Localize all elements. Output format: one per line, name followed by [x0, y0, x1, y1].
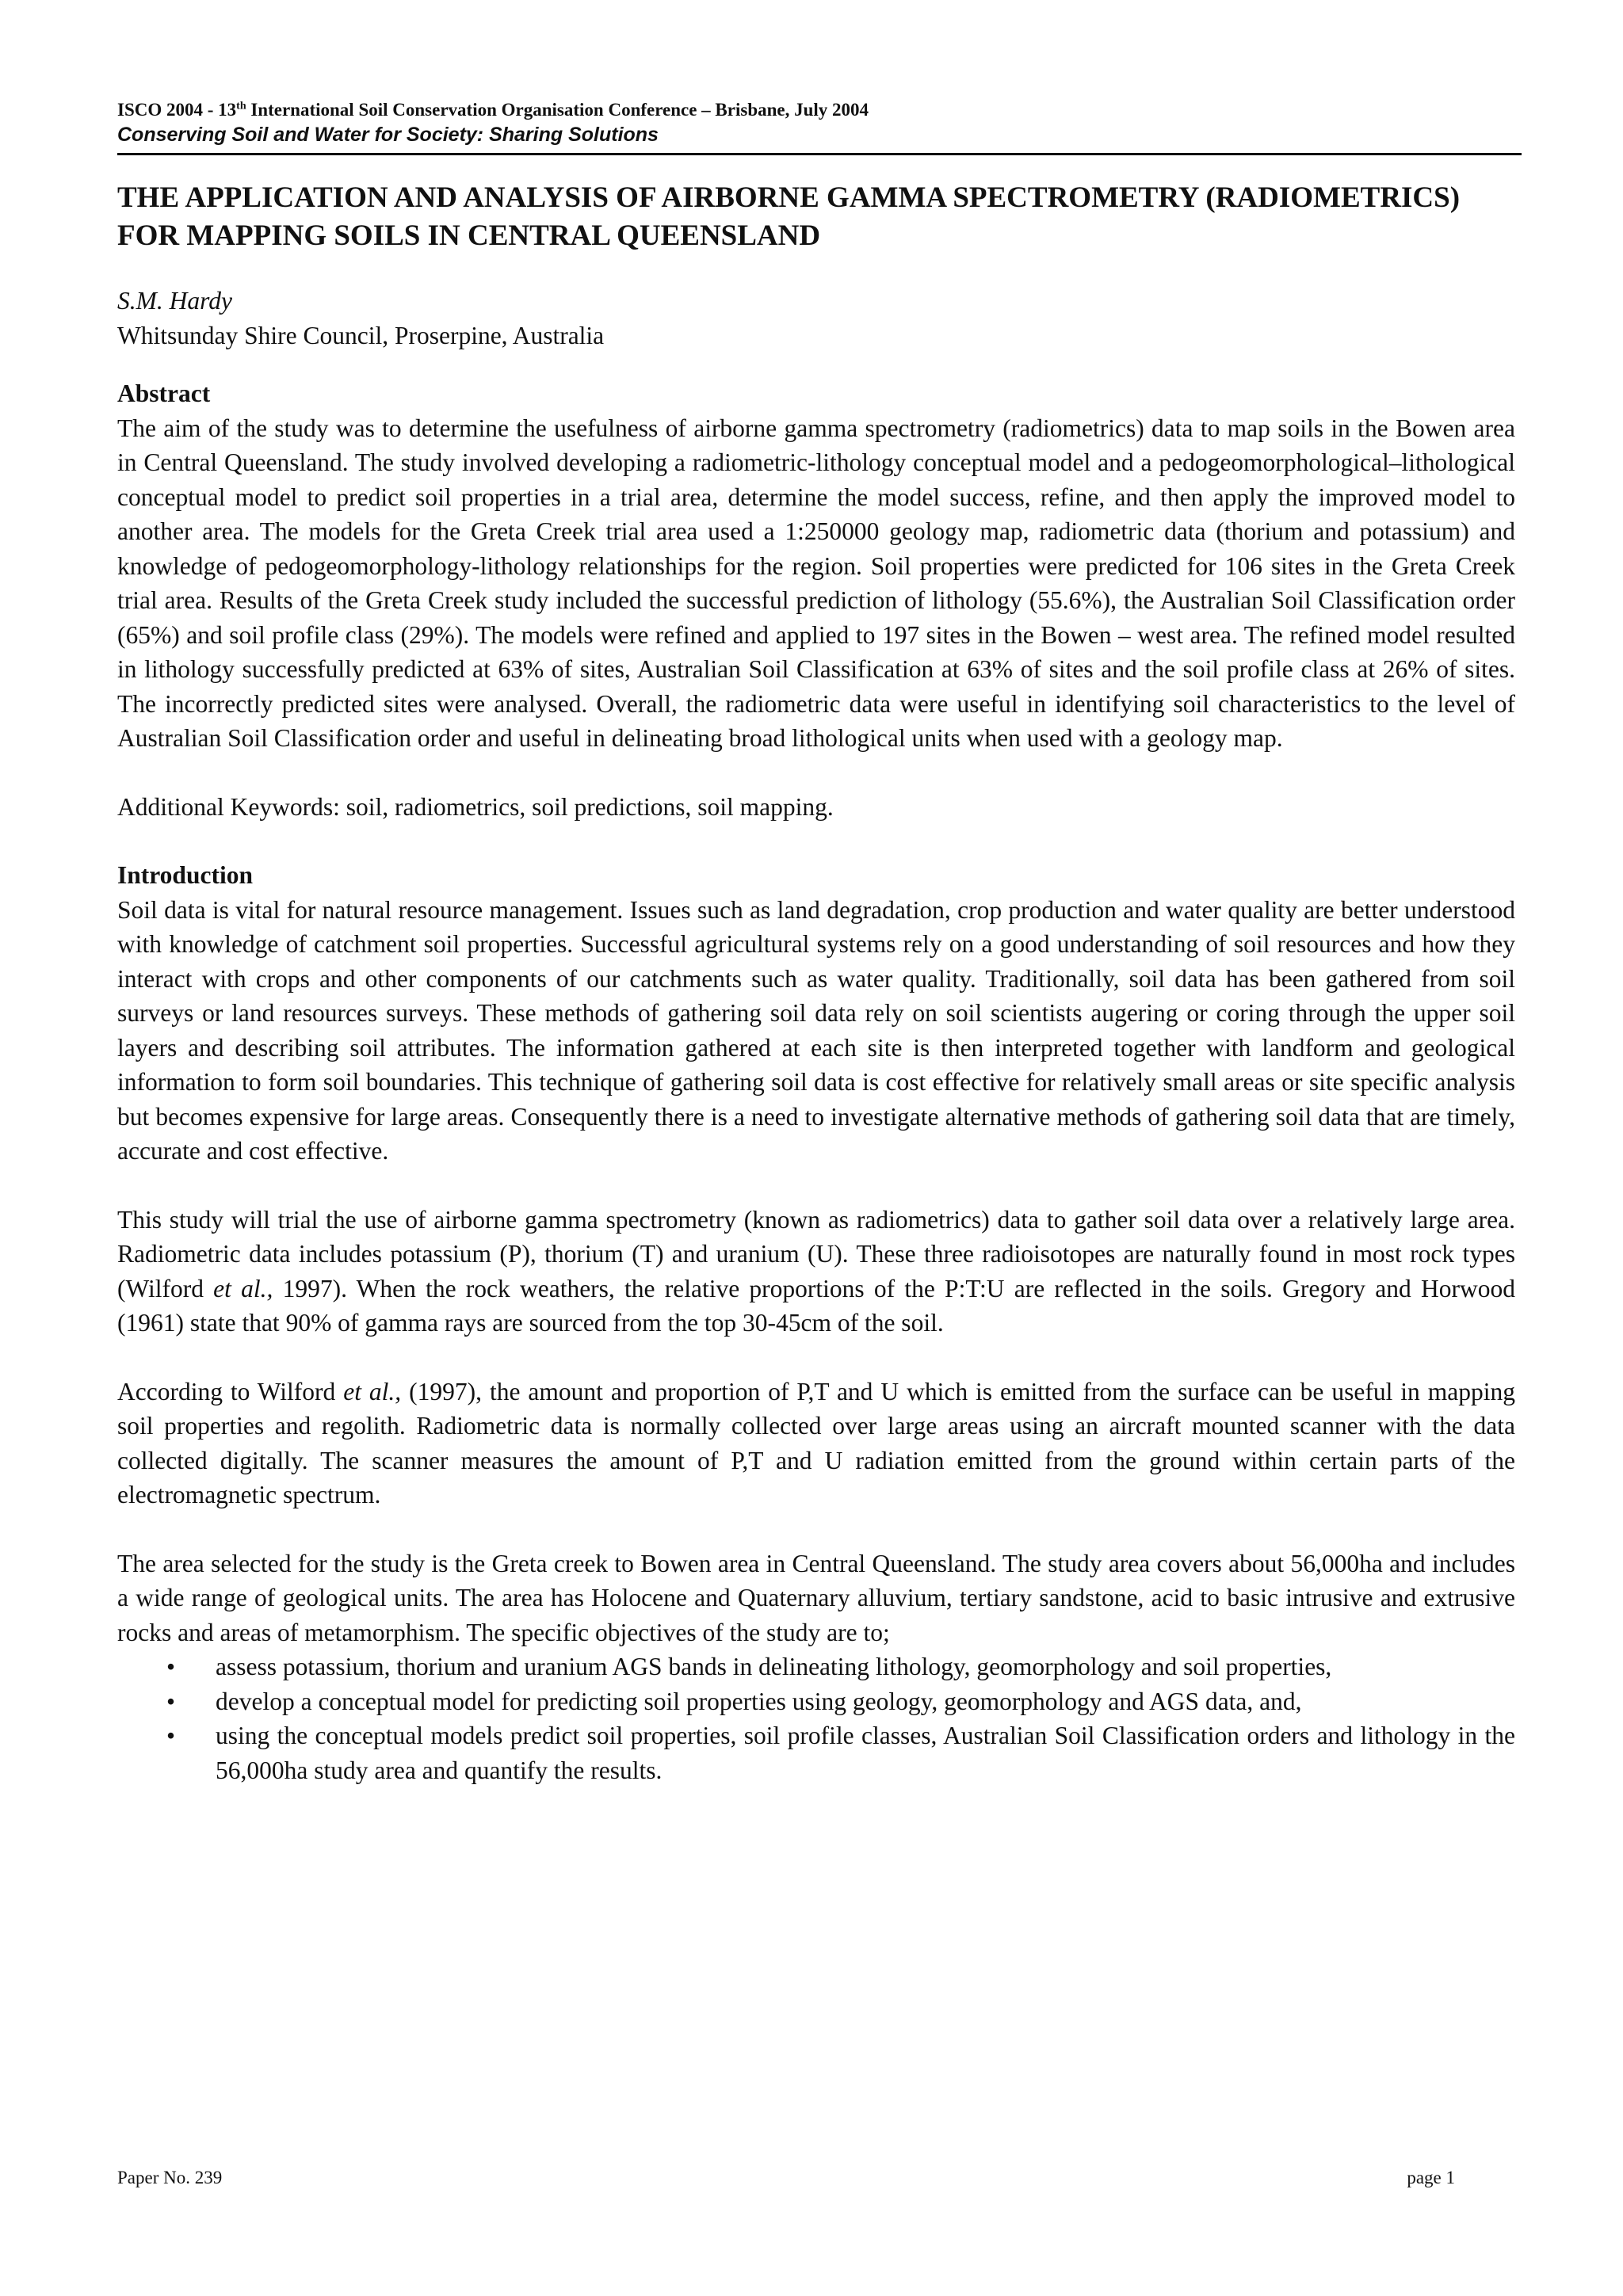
- list-item: • develop a conceptual model for predicting soil properties using geology, geomorphology and AGS data, and,: [117, 1684, 1515, 1719]
- conference-suffix: International Soil Conservation Organisation Conference – Brisbane, July 2004: [246, 100, 869, 120]
- header-rule: [117, 153, 1522, 155]
- list-item: • assess potassium, thorium and uranium AGS bands in delineating lithology, geomorphology and soil properties,: [117, 1650, 1515, 1684]
- intro-paragraph-2: This study will trial the use of airborne gamma spectrometry (known as radiometrics) data to gather soil data over a relatively large area. Radiometric data includes potassium (P), thorium (T) and uranium (U). These three radioisotopes are naturally found in most rock types (Wilford et al., 1997). When the rock weathers, the relative proportions of the P:T:U are reflected in the soils. Gregory and Horwood (1961) state that 90% of gamma rays are sourced from the top 30-45cm of the soil.: [117, 1205, 1515, 1337]
- page-number: page 1: [1407, 2168, 1455, 2187]
- citation-et-al: et al.,: [343, 1377, 402, 1405]
- objectives-list: [117, 1650, 1515, 1787]
- paper-body: [117, 179, 1515, 1787]
- abstract-text: The aim of the study was to determine the usefulness of airborne gamma spectrometry (radiometrics) data to map soils in the Bowen area in Central Queensland. The study involved developing a radiometric-lithology conceptual model and a pedogeomorphological–lithological conceptual model to predict soil properties in a trial area, determine the model success, refine, and then apply the improved model to another area. The models for the Greta Creek trial area used a 1:250000 geology map, radiometric data (thorium and potassium) and knowledge of pedogeomorphology-lithology relationships for the region. Soil properties were predicted for 106 sites in the Greta Creek trial area. Results of the Greta Creek study included the successful prediction of lithology (55.6%), the Australian Soil Classification order (65%) and soil profile class (29%). The models were refined and applied to 197 sites in the Bowen – west area. The refined model resulted in lithology successfully predicted at 63% of sites, Australian Soil Classification at 63% of sites and the soil profile class at 26% of sites. The incorrectly predicted sites were analysed. Overall, the radiometric data were useful in identifying soil characteristics to the level of Australian Soil Classification order and useful in delineating broad lithological units when used with a geology map.: [117, 414, 1515, 752]
- intro-paragraph-4: The area selected for the study is the Greta creek to Bowen area in Central Queensland. The study area covers about 56,000ha and includes a wide range of geological units. The area has Holocene and Quaternary alluvium, tertiary sandstone, acid to basic intrusive and extrusive rocks and areas of metamorphism. The specific objectives of the study are to;: [117, 1549, 1515, 1646]
- introduction-heading: Introduction: [117, 861, 253, 889]
- citation-et-al: et al.,: [213, 1274, 273, 1302]
- author-name: S.M. Hardy: [117, 287, 232, 315]
- bullet-icon: •: [166, 1687, 176, 1715]
- paper-title: THE APPLICATION AND ANALYSIS OF AIRBORNE GAMMA SPECTROMETRY (RADIOMETRICS) FOR MAPPING SOILS IN CENTRAL QUEENSLAND: [117, 181, 1461, 252]
- bullet-icon: •: [166, 1653, 176, 1680]
- intro-paragraph-1: Soil data is vital for natural resource management. Issues such as land degradation, crop production and water quality are better understood with knowledge of catchment soil properties. Successful agricultural systems rely on a good understanding of soil resources and how they interact with crops and other components of our catchments such as water quality. Traditionally, soil data has been gathered from soil surveys or land resources surveys. These methods of gathering soil data rely on soil scientists augering or coring through the upper soil layers and describing soil attributes. The information gathered at each site is then interpreted together with landform and geological information to form soil boundaries. This technique of gathering soil data is cost effective for relatively small areas or site specific analysis but becomes expensive for large areas. Consequently there is a need to investigate alternative methods of gathering soil data that are timely, accurate and cost effective.: [117, 895, 1515, 1165]
- paper-number: Paper No. 239: [117, 2168, 223, 2187]
- list-item: • using the conceptual models predict soil properties, soil profile classes, Australian Soil Classification orders and lithology in the 56,000ha study area and quantify the results.: [117, 1718, 1515, 1787]
- abstract-heading: Abstract: [117, 379, 211, 407]
- additional-keywords: Additional Keywords: soil, radiometrics, soil predictions, soil mapping.: [117, 792, 834, 821]
- conference-line: [117, 98, 1522, 122]
- conference-ordinal-sup: th: [236, 100, 246, 113]
- conference-prefix: ISCO 2004 - 13: [117, 100, 237, 120]
- author-affiliation: Whitsunday Shire Council, Proserpine, Australia: [117, 321, 605, 349]
- intro-paragraph-3: According to Wilford et al., (1997), the amount and proportion of P,T and U which is emitted from the surface can be useful in mapping soil properties and regolith. Radiometric data is normally collected over large areas using an aircraft mounted scanner with the data collected digitally. The scanner measures the amount of P,T and U radiation emitted from the ground within certain parts of the electromagnetic spectrum.: [117, 1377, 1515, 1508]
- bullet-icon: •: [166, 1722, 176, 1749]
- conference-header: [117, 98, 1522, 147]
- conference-subtitle: Conserving Soil and Water for Society: Sharing Solutions: [117, 124, 659, 146]
